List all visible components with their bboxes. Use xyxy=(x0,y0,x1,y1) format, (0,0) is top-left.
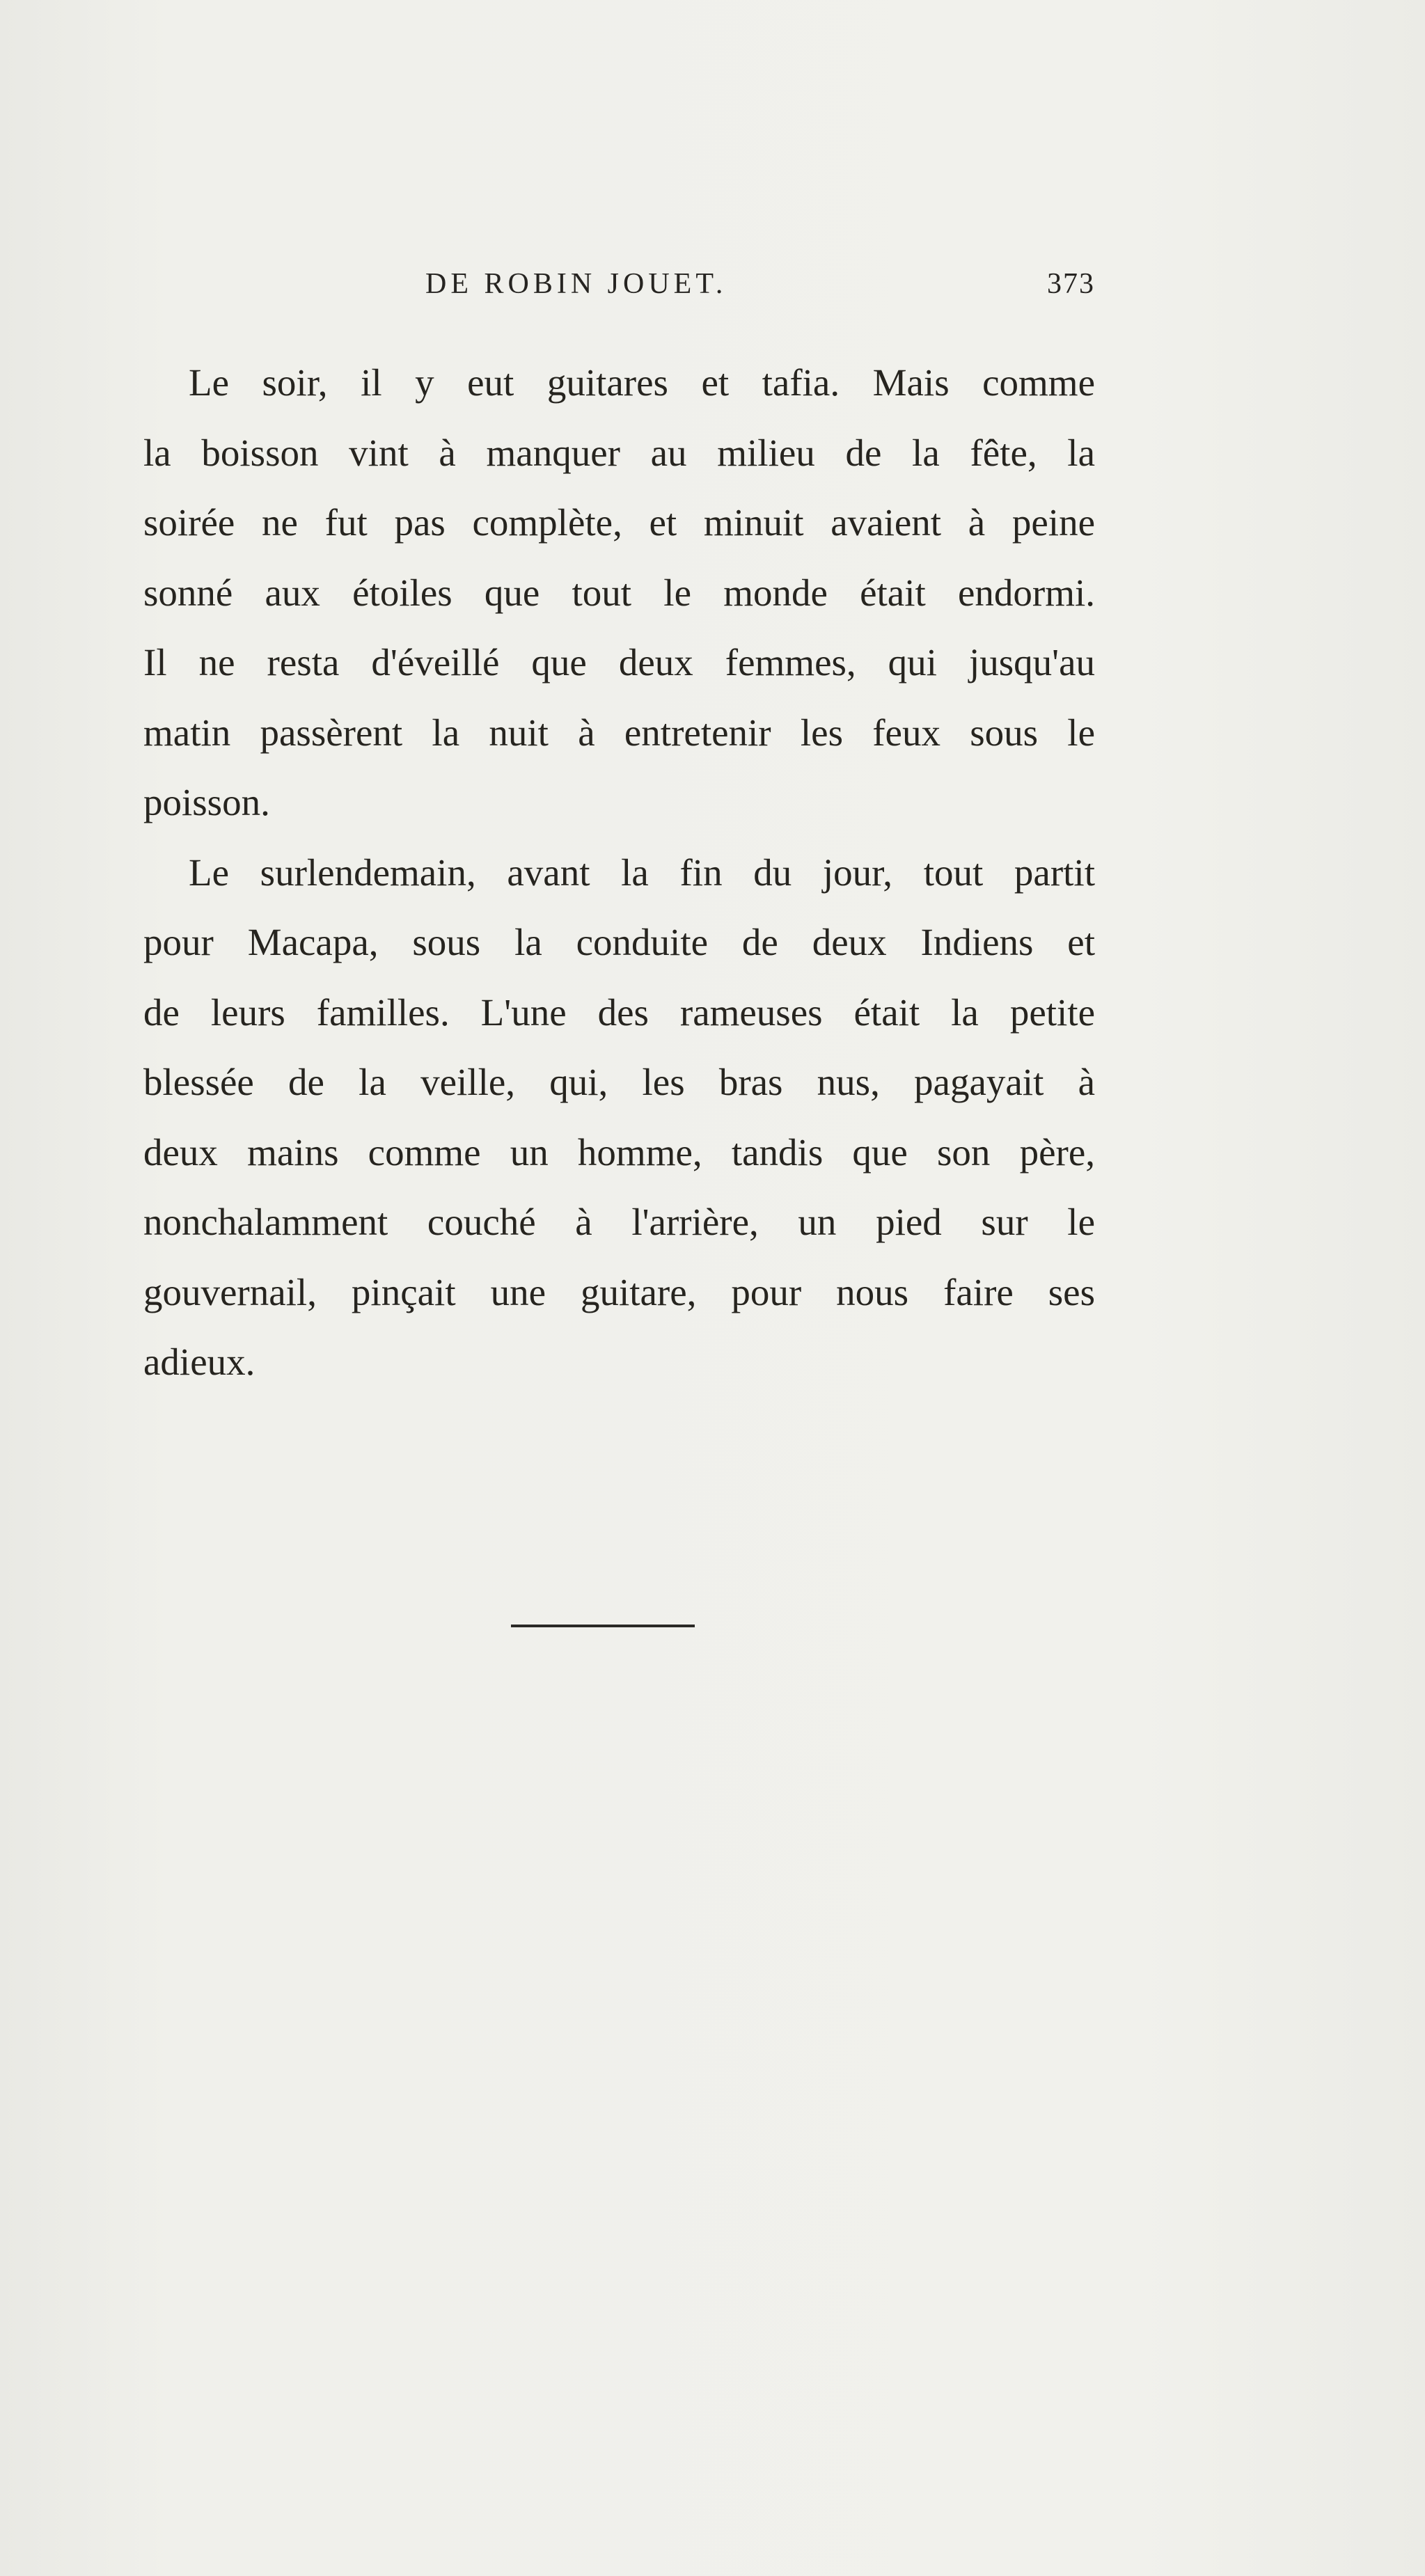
text-line: gouvernail, pinçait une guitare, pour nous faire ses xyxy=(143,1270,1095,1313)
running-head xyxy=(98,263,1095,305)
paragraph-1 xyxy=(98,348,1095,838)
text-line: de leurs familles. L'une des rameuses était la petite xyxy=(143,990,1095,1034)
running-title: DE ROBIN JOUET. xyxy=(425,268,727,300)
text-line: matin passèrent la nuit à entretenir les feux sous le xyxy=(143,711,1095,754)
text-line: Le surlendemain, avant la fin du jour, tout partit xyxy=(189,851,1095,894)
text-line: nonchalamment couché à l'arrière, un pied sur le xyxy=(143,1201,1095,1243)
text-line: deux mains comme un homme, tandis que son père, xyxy=(143,1130,1095,1174)
text-line: pour Macapa, sous la conduite de deux Indiens et xyxy=(143,921,1095,963)
text-line: blessée de la veille, qui, les bras nus, pagayait à xyxy=(143,1061,1095,1103)
text-line: poisson. xyxy=(143,781,270,823)
text-line: Le soir, il y eut guitares et tafia. Mais comme xyxy=(189,361,1095,404)
text-line: soirée ne fut pas complète, et minuit avaient à peine xyxy=(143,501,1095,544)
text-line: la boisson vint à manquer au milieu de la fête, la xyxy=(143,431,1095,474)
body-text xyxy=(98,348,1095,1398)
paragraph-2 xyxy=(98,838,1095,1398)
text-line: adieux. xyxy=(143,1341,255,1383)
text-line: sonné aux étoiles que tout le monde était endormi. xyxy=(143,571,1095,614)
page-number: 373 xyxy=(1047,268,1095,300)
section-end-rule xyxy=(511,1625,695,1627)
text-line: Il ne resta d'éveillé que deux femmes, qui jusqu'au xyxy=(143,641,1095,683)
